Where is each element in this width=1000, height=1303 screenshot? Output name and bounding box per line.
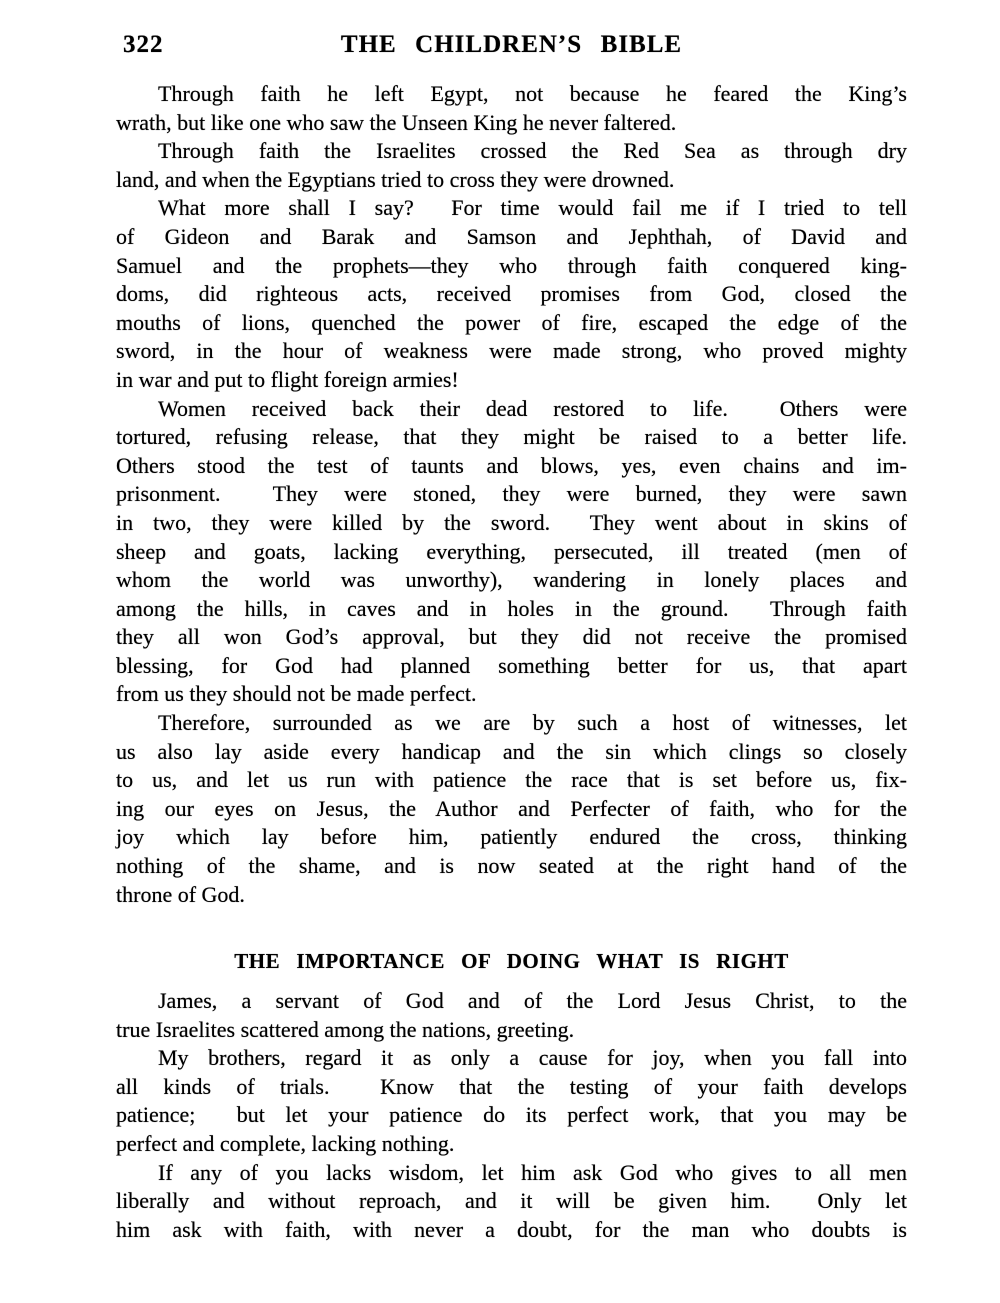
text-line: land, and when the Egyptians tried to cross they were drowned. [116, 166, 675, 192]
text-line: wrath, but like one who saw the Unseen King he never faltered. [116, 109, 677, 135]
text-line: patience; but let your patience do its perfect work, that you may be [116, 1102, 907, 1128]
text-line: Through faith he left Egypt, not because he feared the King’s [158, 81, 907, 106]
running-title: THE CHILDREN’S BIBLE [340, 31, 683, 58]
text-line: doms, did righteous acts, received promises from God, closed the [116, 281, 907, 307]
text-line: ing our eyes on Jesus, the Author and Perfecter of faith, who for the [116, 795, 907, 821]
text-line: perfect and complete, lacking nothing. [116, 1130, 455, 1156]
text-line: him ask with faith, with never a doubt, for the man who doubts is [116, 1216, 907, 1242]
text-line: they all won God’s approval, but they did not receive the promised [116, 624, 907, 650]
text-line: Therefore, surrounded as we are by such a host of witnesses, let [158, 710, 907, 736]
text-line: My brothers, regard it as only a cause for joy, when you fall into [158, 1045, 907, 1071]
page-number: 322 [123, 31, 164, 58]
text-block-upper [116, 80, 907, 909]
running-header [116, 31, 907, 59]
text-line: to us, and let us run with patience the race that is set before us, fix- [116, 767, 907, 793]
text-line: from us they should not be made perfect. [116, 681, 477, 707]
text-line: in war and put to flight foreign armies! [116, 366, 459, 392]
text-line: Others stood the test of taunts and blows, yes, even chains and im- [116, 452, 907, 478]
text-line: If any of you lacks wisdom, let him ask God who gives to all men [158, 1159, 907, 1185]
text-line: among the hills, in caves and in holes in the ground. Through faith [116, 595, 907, 621]
text-line: Through faith the Israelites crossed the Red Sea as through dry [158, 138, 907, 164]
text-line: What more shall I say? For time would fail me if I tried to tell [158, 195, 907, 221]
text-line: tortured, refusing release, that they might be raised to a better life. [116, 424, 907, 450]
text-line: in two, they were killed by the sword. They went about in skins of [116, 509, 907, 535]
text-block-lower [116, 987, 907, 1244]
text-line: all kinds of trials. Know that the testing of your faith develops [116, 1073, 907, 1099]
text-line: joy which lay before him, patiently endured the cross, thinking [116, 824, 907, 850]
text-line: liberally and without reproach, and it will be given him. Only let [116, 1188, 907, 1214]
text-line: of Gideon and Barak and Samson and Jephthah, of David and [116, 223, 907, 249]
text-line: true Israelites scattered among the nations, greeting. [116, 1016, 575, 1042]
text-line: blessing, for God had planned something better for us, that apart [116, 652, 907, 678]
text-column [116, 0, 907, 1303]
text-line: sheep and goats, lacking everything, persecuted, ill treated (men of [116, 538, 907, 564]
section-heading: THE IMPORTANCE OF DOING WHAT IS RIGHT [234, 949, 789, 973]
text-line: Samuel and the prophets—they who through faith conquered king- [116, 252, 907, 278]
text-line: us also lay aside every handicap and the sin which clings so closely [116, 738, 907, 764]
text-line: prisonment. They were stoned, they were burned, they were sawn [116, 481, 907, 507]
text-line: Women received back their dead restored to life. Others were [158, 395, 907, 421]
text-line: James, a servant of God and of the Lord Jesus Christ, to the [158, 988, 907, 1013]
text-line: throne of God. [116, 881, 245, 907]
text-line: nothing of the shame, and is now seated at the right hand of the [116, 853, 907, 879]
text-line: mouths of lions, quenched the power of fire, escaped the edge of the [116, 309, 907, 335]
text-line: sword, in the hour of weakness were made strong, who proved mighty [116, 338, 907, 364]
text-line: whom the world was unworthy), wandering in lonely places and [116, 567, 907, 593]
